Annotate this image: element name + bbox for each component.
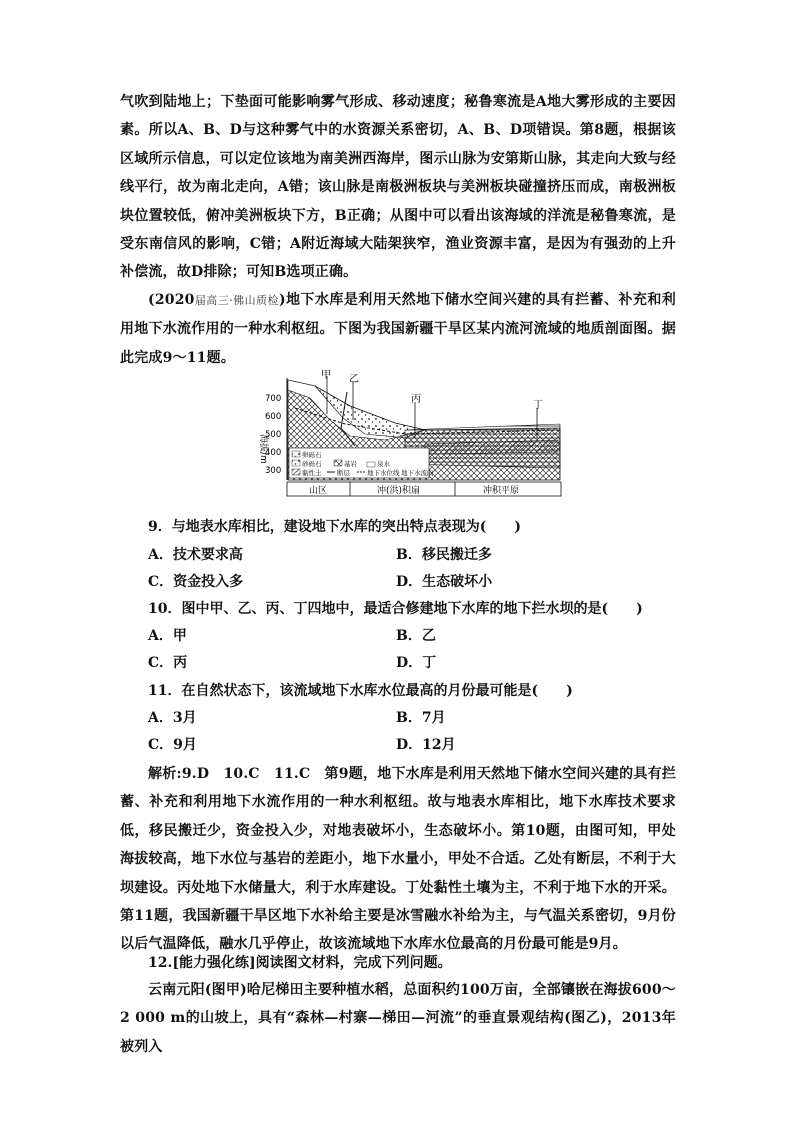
legend-item: 砂砾石 <box>302 460 322 468</box>
region-label: 冲(洪)积扇 <box>377 486 421 496</box>
question-9-option-b[interactable]: B．移民搬迁多 <box>396 547 492 563</box>
legend-item: 黏性土 <box>302 469 322 477</box>
question-intro-text: )地下水库是利用天然地下储水空间兴建的具有拦蓄、补充和利用地下水流作用的一种水利枢纽。下图为我国新疆干旱区某内流河流域的地质剖面图。据此完成9～11题。 <box>120 292 676 366</box>
question-10-option-d[interactable]: D．丁 <box>396 655 437 671</box>
question-11-option-c[interactable]: C．9月 <box>148 737 197 753</box>
question-11-stem: 11．在自然状态下，该流域地下水库水位最高的月份最可能是( ) <box>148 683 573 699</box>
question-intro-source: 届高三·佛山质检 <box>194 294 279 307</box>
site-label-jia: 甲 <box>321 370 331 381</box>
y-tick: 300 <box>265 466 282 476</box>
geologic-profile-figure <box>255 368 565 510</box>
question-10-option-b[interactable]: B．乙 <box>396 628 436 644</box>
question-9-option-c[interactable]: C．资金投入多 <box>148 574 244 590</box>
y-tick: 400 <box>265 448 282 458</box>
region-label: 冲积平原 <box>483 486 520 496</box>
legend-item: 地下水位线 <box>367 469 400 477</box>
question-11-option-b[interactable]: B．7月 <box>396 710 446 726</box>
site-label-yi: 乙 <box>349 374 359 385</box>
y-tick: 500 <box>265 430 282 440</box>
legend-item: 泉水 <box>377 460 390 468</box>
y-axis-label: 海拔/m <box>258 434 268 464</box>
y-tick: 600 <box>265 412 282 422</box>
region-bar <box>287 482 561 496</box>
analysis-paragraph: 解析:9.D 10.C 11.C 第9题，地下水库是利用天然地下储水空间兴建的具有拦蓄、补充和利用地下水流作用的一种水利枢纽。故与地表水库相比，地下水库技术要求低，移民搬迁少，资金投入少，对地表破坏小，生态破坏小。第10题，由图可知，甲处海拔较高，地下水位与基岩的差距小，地下水量小，甲处不合适。乙处有断层，不利于大坝建设。丙处地下水储量大，利于水库建设。丁处黏性土壤为主，不利于地下水的开采。第11题，我国新疆干旱区地下水补给主要是冰雪融水补给为主，与气温关系密切，9月份以后气温降低，融水几乎停止，故该流域地下水库水位最高的月份最可能是9月。 <box>120 766 676 953</box>
question-9-option-d[interactable]: D．生态破坏小 <box>396 574 493 590</box>
question-10-option-c[interactable]: C．丙 <box>148 655 188 671</box>
region-label: 山区 <box>309 486 328 496</box>
question-9-option-a[interactable]: A．技术要求高 <box>148 547 243 563</box>
question-9-stem: 9．与地表水库相比，建设地下水库的突出特点表现为( ) <box>148 519 521 535</box>
site-label-ding: 丁 <box>533 400 543 411</box>
question-12-intro: 12.[能力强化练]阅读图文材料，完成下列问题。 <box>148 955 452 971</box>
site-label-bing: 丙 <box>411 394 421 405</box>
question-12-text: 云南元阳(图甲)哈尼梯田主要种植水稻，总面积约100万亩，全部镶嵌在海拔600～2 000 m的山坡上，具有“森林—村寨—梯田—河流”的垂直景观结构(图乙)，2013年被列入 <box>120 982 676 1055</box>
question-10-stem: 10．图中甲、乙、丙、丁四地中，最适合修建地下水库的地下拦水坝的是( ) <box>148 601 643 617</box>
question-11-option-d[interactable]: D．12月 <box>396 737 456 753</box>
y-tick: 700 <box>265 394 282 404</box>
question-intro-year: (2020 <box>148 292 195 308</box>
legend-item: 卵砾石 <box>302 451 322 459</box>
legend-item: 基岩 <box>344 460 357 468</box>
question-intro <box>120 286 676 372</box>
legend-item: 断层 <box>337 469 350 477</box>
question-10-option-a[interactable]: A．甲 <box>148 628 187 644</box>
legend-item: 地下水流向 <box>401 469 434 477</box>
intro-paragraph: 气吹到陆地上；下垫面可能影响雾气形成、移动速度；秘鲁寒流是A地大雾形成的主要因素。所以A、B、D与这种雾气中的水资源关系密切，A、B、D项错误。第8题，根据该区域所示信息，可以定位该地为南美洲西海岸，图示山脉为安第斯山脉，其走向大致与经线平行，故为南北走向，A错；该山脉是南极洲板块与美洲板块碰撞挤压而成，南极洲板块位置较低，俯冲美洲板块下方，B正确；从图中可以看出该海域的洋流是秘鲁寒流，是受东南信风的影响，C错；A附近海域大陆架狭窄，渔业资源丰富，是因为有强劲的上升补偿流，故D排除；可知B选项正确。 <box>120 94 676 281</box>
question-11-option-a[interactable]: A．3月 <box>148 710 197 726</box>
